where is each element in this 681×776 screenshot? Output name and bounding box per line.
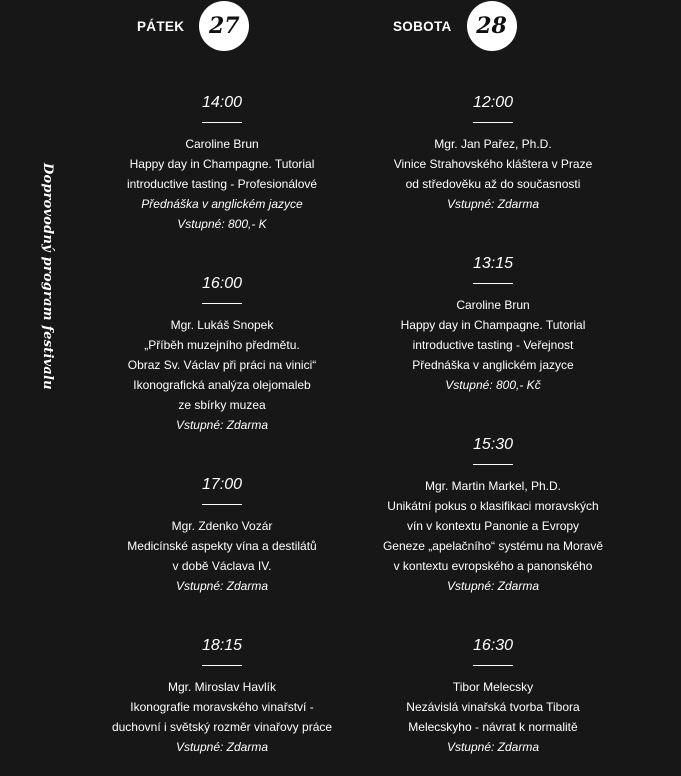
event-line: Vstupné: Zdarma bbox=[446, 740, 540, 754]
day-name: PÁTEK bbox=[137, 18, 185, 34]
event-line: Vstupné: Zdarma bbox=[175, 740, 269, 754]
event-time: 16:30 bbox=[472, 637, 514, 654]
event-block bbox=[92, 475, 352, 596]
event-block bbox=[362, 435, 624, 596]
day-number-badge: 28 bbox=[467, 1, 517, 51]
event-time: 14:00 bbox=[201, 94, 243, 111]
event-line: Geneze „apelačního“ systému na Moravě bbox=[382, 539, 604, 553]
separator-line bbox=[202, 303, 242, 304]
event-line: Mgr. Jan Pařez, Ph.D. bbox=[434, 137, 552, 151]
event-line: Přednáška v anglickém jazyce bbox=[141, 197, 303, 211]
event-line: Vstupné: Zdarma bbox=[446, 197, 540, 211]
event-details bbox=[362, 677, 624, 757]
event-line: Vstupné: Zdarma bbox=[175, 579, 269, 593]
event-block bbox=[362, 93, 624, 214]
separator-line bbox=[202, 122, 242, 123]
separator-line bbox=[473, 464, 513, 465]
event-line: duchovní i světský rozměr vinařovy práce bbox=[111, 720, 333, 734]
day-header-friday bbox=[137, 0, 249, 52]
event-line: introductive tasting - Profesionálové bbox=[126, 177, 318, 191]
event-line: Obraz Sv. Václav při práci na vinici“ bbox=[127, 358, 317, 372]
event-line: Caroline Brun bbox=[185, 137, 259, 151]
event-time: 17:00 bbox=[201, 476, 243, 493]
event-details bbox=[92, 315, 352, 435]
event-line: Přednáška v anglickém jazyce bbox=[412, 358, 574, 372]
event-details bbox=[92, 134, 352, 234]
event-line: Ikonografická analýza olejomaleb bbox=[133, 378, 311, 392]
day-number-badge: 27 bbox=[199, 1, 249, 51]
event-line: Melecskyho - návrat k normalitě bbox=[408, 720, 578, 734]
event-time: 13:15 bbox=[472, 255, 514, 272]
event-line: Mgr. Lukáš Snopek bbox=[170, 318, 274, 332]
event-line: Vstupné: Zdarma bbox=[175, 418, 269, 432]
event-details bbox=[362, 134, 624, 214]
event-line: Ikonografie moravského vinařství - bbox=[130, 700, 314, 714]
event-time: 18:15 bbox=[201, 637, 243, 654]
separator-line bbox=[202, 504, 242, 505]
event-details bbox=[362, 295, 624, 395]
event-line: introductive tasting - Veřejnost bbox=[412, 338, 574, 352]
event-line: Mgr. Miroslav Havlík bbox=[167, 680, 277, 694]
event-line: Vinice Strahovského kláštera v Praze bbox=[393, 157, 593, 171]
event-block bbox=[362, 636, 624, 757]
event-line: Vstupné: 800,- K bbox=[177, 217, 267, 231]
separator-line bbox=[202, 665, 242, 666]
separator-line bbox=[473, 665, 513, 666]
event-block bbox=[92, 93, 352, 234]
event-line: Mgr. Zdenko Vozár bbox=[171, 519, 273, 533]
event-line: Unikátní pokus o klasifikaci moravských bbox=[387, 499, 599, 513]
event-details bbox=[362, 476, 624, 596]
separator-line bbox=[473, 283, 513, 284]
event-details bbox=[92, 677, 352, 757]
event-block bbox=[362, 254, 624, 395]
event-line: v kontextu evropského a panonského bbox=[393, 559, 593, 573]
day-name: SOBOTA bbox=[393, 18, 452, 34]
event-line: Caroline Brun bbox=[456, 298, 530, 312]
separator-line bbox=[473, 122, 513, 123]
event-details bbox=[92, 516, 352, 596]
event-line: Mgr. Martin Markel, Ph.D. bbox=[424, 479, 562, 493]
event-line: v době Václava IV. bbox=[172, 559, 272, 573]
event-line: ze sbírky muzea bbox=[178, 398, 266, 412]
event-time: 12:00 bbox=[472, 94, 514, 111]
event-line: Nezávislá vinařská tvorba Tibora bbox=[406, 700, 580, 714]
side-title: Doprovodný program festivalu bbox=[40, 163, 55, 390]
event-time: 16:00 bbox=[201, 275, 243, 292]
event-line: Happy day in Champagne. Tutorial bbox=[400, 318, 586, 332]
event-block bbox=[92, 636, 352, 757]
event-block bbox=[92, 274, 352, 435]
event-line: Vstupné: 800,- Kč bbox=[445, 378, 541, 392]
day-header-saturday bbox=[393, 0, 517, 52]
event-line: od středověku až do současnosti bbox=[405, 177, 581, 191]
event-line: Happy day in Champagne. Tutorial bbox=[129, 157, 315, 171]
event-line: Tibor Melecsky bbox=[452, 680, 534, 694]
event-line: Medicínské aspekty vína a destilátů bbox=[127, 539, 317, 553]
event-time: 15:30 bbox=[472, 436, 514, 453]
event-line: vín v kontextu Panonie a Evropy bbox=[406, 519, 580, 533]
event-line: Vstupné: Zdarma bbox=[446, 579, 540, 593]
event-line: „Příběh muzejního předmětu. bbox=[144, 338, 300, 352]
